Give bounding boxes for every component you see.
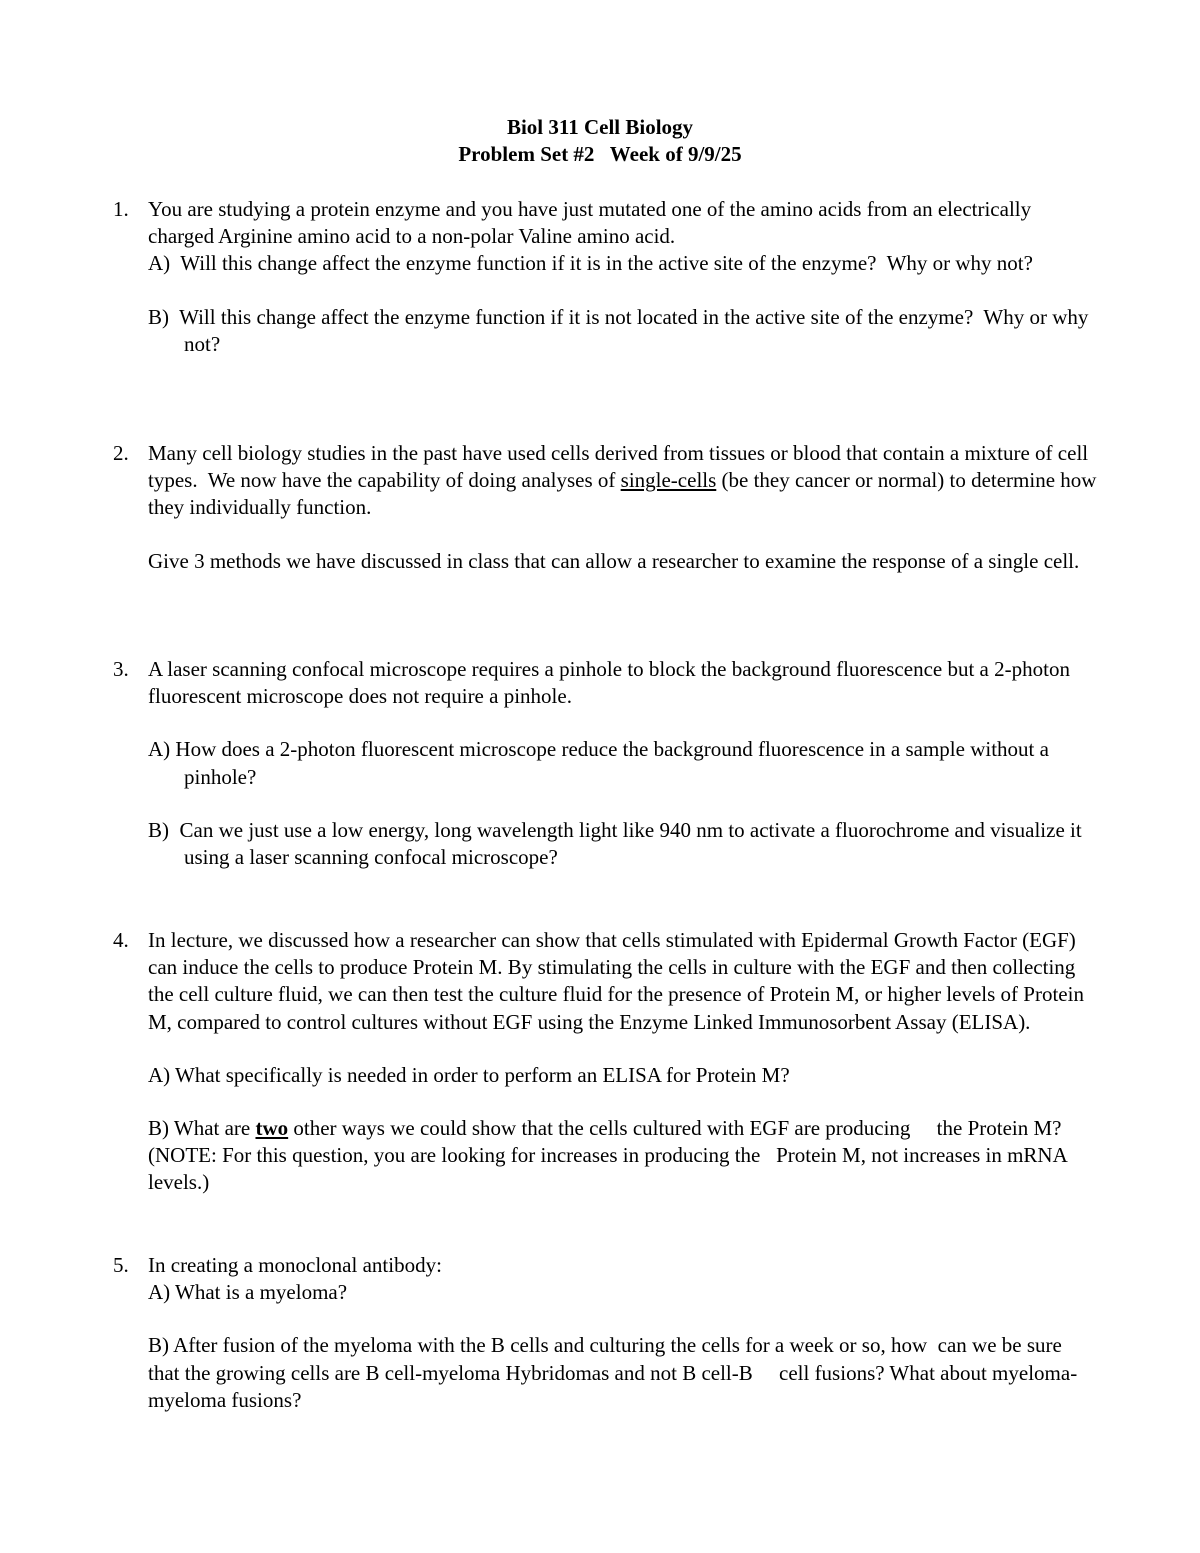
part-b-text: B) What are: [148, 1116, 256, 1141]
question-intro: In creating a monoclonal antibody:: [148, 1253, 442, 1277]
question-task: Give 3 methods we have discussed in class that can allow a researcher to examine the response of a single cell.: [148, 548, 1080, 573]
course-title: Biol 311 Cell Biology: [506, 115, 694, 139]
question-part-a: A) How does a 2-photon fluorescent microscope reduce the background fluorescence in a sample without a pinhole?: [148, 737, 1049, 789]
question-part-b: B) Can we just use a low energy, long wavelength light like 940 nm to activate a fluorochrome and visualize it using a laser scanning confocal microscope?: [148, 817, 1087, 870]
emphasized-term: two: [255, 1116, 289, 1141]
question-intro: In lecture, we discussed how a researcher can show that cells stimulated with Epidermal Growth Factor (EGF) can induce the cells to produce Protein M. By stimulating the cells in culture with the EGF and then collecting the cell culture fluid, we can then test the culture fluid for the presence of Protein M, or higher levels of Protein M, compared to control cultures without EGF using the Enzyme Linked Immunosorbent Assay (ELISA).: [148, 928, 1084, 1034]
question-intro: [148, 440, 1102, 522]
part-b-text: other ways we could show that the cells cultured with EGF are producing the Protein M? (NOTE: For this question, you are looking for increases in producing the Protein M, not increases in mRNA levels.): [148, 1116, 1072, 1195]
intro-text: (be they cancer or normal) to determine how they individually function.: [148, 468, 1102, 520]
question-number: 2.: [113, 441, 129, 465]
question-part-a: A) What is a myeloma?: [148, 1280, 348, 1305]
problem-set-title: Problem Set #2 Week of 9/9/25: [458, 142, 742, 166]
underlined-term: single-cells: [620, 468, 717, 493]
question-number: 4.: [113, 928, 129, 952]
intro-text: Many cell biology studies in the past have used cells derived from tissues or blood that contain a mixture of cell types. We now have the capability of doing analyses of: [148, 441, 1094, 493]
question-part-b: [148, 1115, 1098, 1197]
question-part-b: B) After fusion of the myeloma with the B cells and culturing the cells for a week or so, how can we be sure that the growing cells are B cell-myeloma Hybridomas and not B cell-B cell fusions? What about myeloma-myeloma fusions?: [148, 1333, 1078, 1412]
question-part-b: B) Will this change affect the enzyme function if it is not located in the active site of the enzyme? Why or why not?: [148, 304, 1094, 356]
document-header: [0, 114, 1200, 168]
question-number: 1.: [113, 197, 129, 221]
question-number: 5.: [113, 1253, 129, 1277]
question-intro: A laser scanning confocal microscope requires a pinhole to block the background fluorescence but a 2-photon fluorescent microscope does not require a pinhole.: [148, 657, 1070, 709]
question-number: 3.: [113, 657, 129, 681]
question-part-a: A) What specifically is needed in order to perform an ELISA for Protein M?: [148, 1062, 790, 1087]
question-intro: You are studying a protein enzyme and you have just mutated one of the amino acids from an electrically charged Arginine amino acid to a non-polar Valine amino acid.: [148, 197, 1032, 249]
question-part-a: A) Will this change affect the enzyme function if it is in the active site of the enzyme? Why or why not?: [148, 251, 1033, 276]
